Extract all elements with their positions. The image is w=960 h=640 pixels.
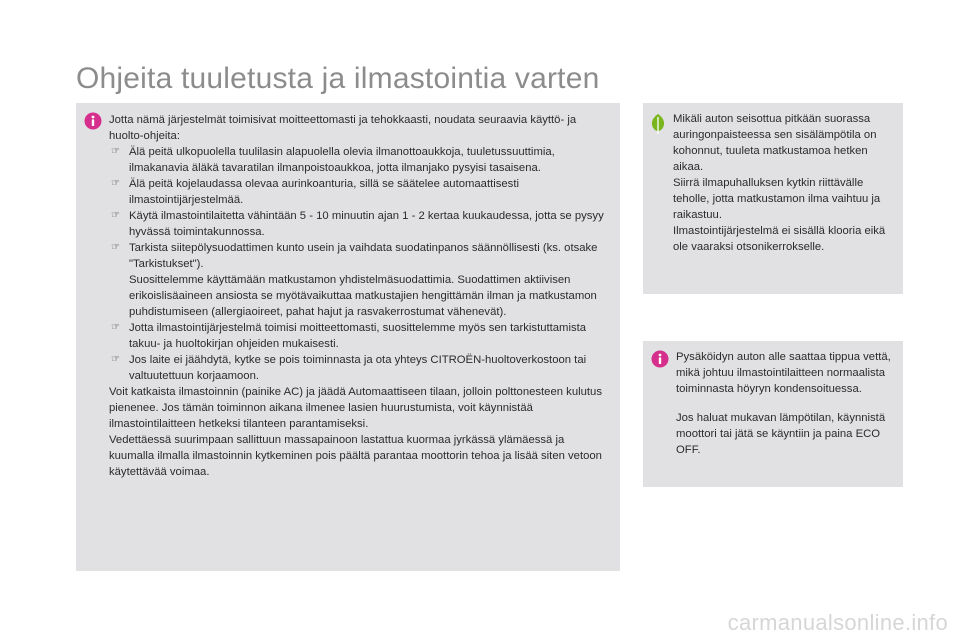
info-paragraph: Jos haluat mukavan lämpötilan, käynnistä moottori tai jätä se käyntiin ja paina ECO OFF. <box>676 412 886 456</box>
info-paragraph: Pysäköidyn auton alle saattaa tippua vettä, mikä johtuu ilmastointilaitteen normaalista toiminnasta höyryn kondensoituessa. <box>676 351 891 395</box>
eco-tip-panel <box>643 103 903 294</box>
bullet-icon: ☞ <box>111 178 120 189</box>
list-item: ☞ Käytä ilmastointilaitetta vähintään 5 - 10 minuutin ajan 1 - 2 kertaa kuukaudessa, jotta se pysyy hyvässä toimintakunnossa. <box>111 210 604 238</box>
info-icon <box>84 112 102 135</box>
watermark: carmanualsonline.info <box>727 610 948 635</box>
list-item: ☞ Tarkista siitepölysuodattimen kunto usein ja vaihdata suodatinpanos säännöllisesti (ks. otsake "Tarkistukset"). Suosittelemme käyttämään matkustamon yhdistelmäsuodattimia. Suodattimen aktiivisen erikoislisäaineen ansiosta se myötävaikuttaa matkustajien hengittämän ilman ja matkustamon puhdistumiseen (allergiaoireet, pahat hajut ja rasvakerrostumat vähenevät). <box>111 242 598 318</box>
info-tip-text <box>676 349 898 458</box>
bullet-icon: ☞ <box>111 322 120 333</box>
eco-leaf-icon <box>649 113 667 140</box>
info-tip-panel <box>643 341 903 487</box>
bullet-icon: ☞ <box>111 210 120 221</box>
list-item: ☞ Jos laite ei jäähdytä, kytke se pois toiminnasta ja ota yhteys CITROËN-huoltoverkostoon tai valtuutettuun korjaamoon. <box>111 354 587 382</box>
main-info-panel <box>76 103 620 571</box>
list-item: ☞ Älä peitä ulkopuolella tuulilasin alapuolella olevia ilmanottoaukkoja, tuuletussuuttimia, ilmakanavia äläkä tavaratilan ilmanpoistoaukkoa, jotta ilmanjako pysyisi tasaisena. <box>111 146 555 174</box>
filter-recommendation: Suosittelemme käyttämään matkustamon yhdistelmäsuodattimia. Suodattimen aktiivisen erikoislisäaineen ansiosta se myötävaikuttaa matkustajien hengittämän ilman ja matkustamon puhdistumiseen (allergiaoireet, pahat hajut ja rasvakerrostumat vähenevät). <box>129 274 597 318</box>
ac-paragraph: Voit katkaista ilmastoinnin (painike AC) ja jäädä Automaattiseen tilaan, jolloin polttonesteen kulutus pienenee. Jos tämän toiminnon aikana ilmenee lasien huurustumista, voit käynnistää ilmastointilaitteen hetkeksi tilanteen parantamiseksi. <box>109 386 602 430</box>
list-item: ☞ Älä peitä kojelaudassa olevaa aurinkoanturia, sillä se säätelee automaattisesti ilmastointijärjestelmää. <box>111 178 519 206</box>
bullet-icon: ☞ <box>111 354 120 365</box>
load-paragraph: Vedettäessä suurimpaan sallittuun massapainoon lastattua kuormaa jyrkässä ylämäessä ja kuumalla ilmalla ilmastoinnin kytkeminen pois päältä parantaa moottorin tehoa ja lisää siten vetoon käytettävää voimaa. <box>109 434 602 478</box>
bullet-icon: ☞ <box>111 146 120 157</box>
main-panel-text <box>109 112 609 480</box>
list-item: ☞ Jotta ilmastointijärjestelmä toimisi moitteettomasti, suosittelemme myös sen tarkistuttamista takuu- ja huoltokirjan ohjeiden mukaisesti. <box>111 322 587 350</box>
eco-paragraph: Ilmastointijärjestelmä ei sisällä klooria eikä ole vaaraksi otsonikerrokselle. <box>673 225 886 253</box>
maintenance-list <box>109 144 609 384</box>
bullet-icon: ☞ <box>111 242 120 253</box>
page-title: Ohjeita tuuletusta ja ilmastointia varten <box>76 62 600 95</box>
eco-paragraph: Siirrä ilmapuhalluksen kytkin riittävälle teholle, jotta matkustamon ilma vaihtuu ja raikastuu. <box>673 177 881 221</box>
eco-tip-text <box>673 111 895 255</box>
eco-paragraph: Mikäli auton seisottua pitkään suorassa auringonpaisteessa sen sisälämpötila on kohonnut, tuuleta matkustamoa hetken aikaa. <box>673 113 877 173</box>
intro-text: Jotta nämä järjestelmät toimisivat moitteettomasti ja tehokkaasti, noudata seuraavia käyttö- ja huolto-ohjeita: <box>109 114 577 142</box>
info-icon <box>651 350 669 373</box>
